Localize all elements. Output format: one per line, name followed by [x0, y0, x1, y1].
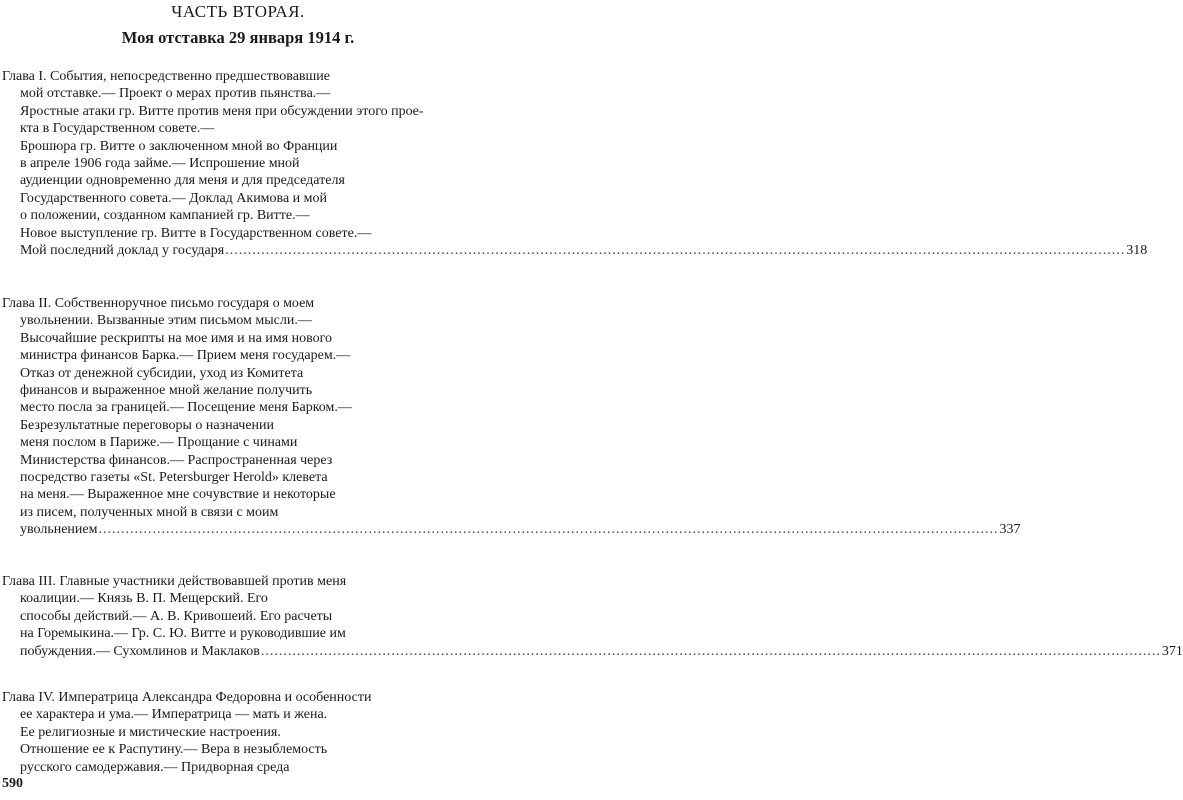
chapter-text-line: русского самодержавия.— Придворная среда	[20, 759, 290, 775]
chapter-text-line: Государственного совета.— Доклад Акимова и мой	[20, 190, 328, 206]
part-title: ЧАСТЬ ВТОРАЯ.	[171, 2, 305, 21]
chapter-text-line: Безрезультатные переговоры о назначении	[20, 417, 275, 433]
chapter-text-line: о положении, созданном кампанией гр. Витте.—	[20, 208, 310, 224]
chapter-text-line: финансов и выраженное мной желание получить	[20, 382, 313, 398]
chapter-page-number: 318	[1126, 242, 1148, 258]
dot-leader: ........................................................................................................................................................................................................	[225, 242, 1126, 258]
chapter-text-line: кта в Государственном совете.—	[20, 121, 215, 137]
dot-leader: ........................................................................................................................................................................................................	[98, 522, 999, 538]
chapter-text-line: Отказ от денежной субсидии, уход из Комитета	[20, 365, 304, 381]
chapter-final-text: увольнением	[20, 522, 98, 538]
chapter-text-line: из писем, полученных мной в связи с моим	[20, 504, 279, 520]
chapter-text-line: посредство газеты «St. Petersburger Herold» клевета	[20, 469, 328, 485]
chapter-text-line: меня послом в Париже.— Прощание с чинами	[20, 435, 298, 451]
chapter-1-entry	[0, 68, 1148, 259]
chapter-heading-line: Глава II. Собственноручное письмо государя о моем	[2, 296, 315, 311]
page-number: 590	[2, 776, 23, 791]
chapter-final-text: Мой последний доклад у государя	[20, 242, 225, 258]
chapter-4-entry	[0, 689, 476, 776]
chapter-text-line: способы действий.— А. В. Кривошеий. Его расчеты	[20, 608, 333, 624]
chapter-page-number: 337	[999, 522, 1021, 538]
chapter-text-line: коалиции.— Князь В. П. Мещерский. Его	[20, 591, 268, 607]
chapter-heading-line: Глава I. События, непосредственно предшествовавшие	[2, 69, 331, 84]
chapter-text-line: Яростные атаки гр. Витте против меня при обсуждении этого проe-	[20, 103, 424, 119]
chapter-text-line: Брошюра гр. Витте о заключенном мной во Франции	[20, 138, 338, 154]
chapter-text-line: Высочайшие рескрипты на мое имя и на имя нового	[20, 330, 333, 346]
chapter-text-line: на меня.— Выраженное мне сочувствие и некоторые	[20, 487, 336, 503]
chapter-text-line: увольнении. Вызванные этим письмом мысли.—	[20, 313, 312, 329]
chapter-text-line: место посла за границей.— Посещение меня Барком.—	[20, 400, 352, 416]
chapter-3-entry	[0, 573, 1183, 660]
chapter-text-line: на Горемыкина.— Гр. С. Ю. Витте и руководившие им	[20, 626, 346, 642]
chapter-text-line: Новое выступление гр. Витте в Государственном совете.—	[20, 225, 372, 241]
chapter-2-entry	[0, 295, 1021, 538]
chapter-text-line: в апреле 1906 года займе.— Испрошение мной	[20, 155, 300, 171]
chapter-text-line: министра финансов Барка.— Прием меня государем.—	[20, 348, 351, 364]
chapter-text-line: Ее религиозные и мистические настроения.	[20, 724, 281, 740]
chapter-text-line: мой отставке.— Проект о мерах против пьянства.—	[20, 86, 331, 102]
chapter-page-ref-line	[0, 521, 1021, 538]
chapter-page-number: 371	[1161, 643, 1183, 659]
chapter-page-ref-line	[0, 242, 1148, 259]
chapter-page-ref-line	[0, 643, 1183, 660]
dot-leader: ........................................................................................................................................................................................................	[260, 643, 1161, 659]
section-title: Моя отставка 29 января 1914 г.	[121, 28, 355, 47]
chapter-text-line: ее характера и ума.— Императрица — мать и жена.	[20, 707, 328, 723]
chapter-text-line: Отношение ее к Распутину.— Вера в незыблемость	[20, 742, 328, 758]
chapter-text-line: Министерства финансов.— Распространенная через	[20, 452, 333, 468]
chapter-heading-line: Глава IV. Императрица Александра Федоровна и особенности	[2, 690, 372, 705]
chapter-text-line: аудиенции одновременно для меня и для председателя	[20, 173, 345, 189]
chapter-heading-line: Глава III. Главные участники действовавшей против меня	[2, 574, 347, 589]
chapter-final-text: побуждения.— Сухомлинов и Маклаков	[20, 643, 260, 659]
